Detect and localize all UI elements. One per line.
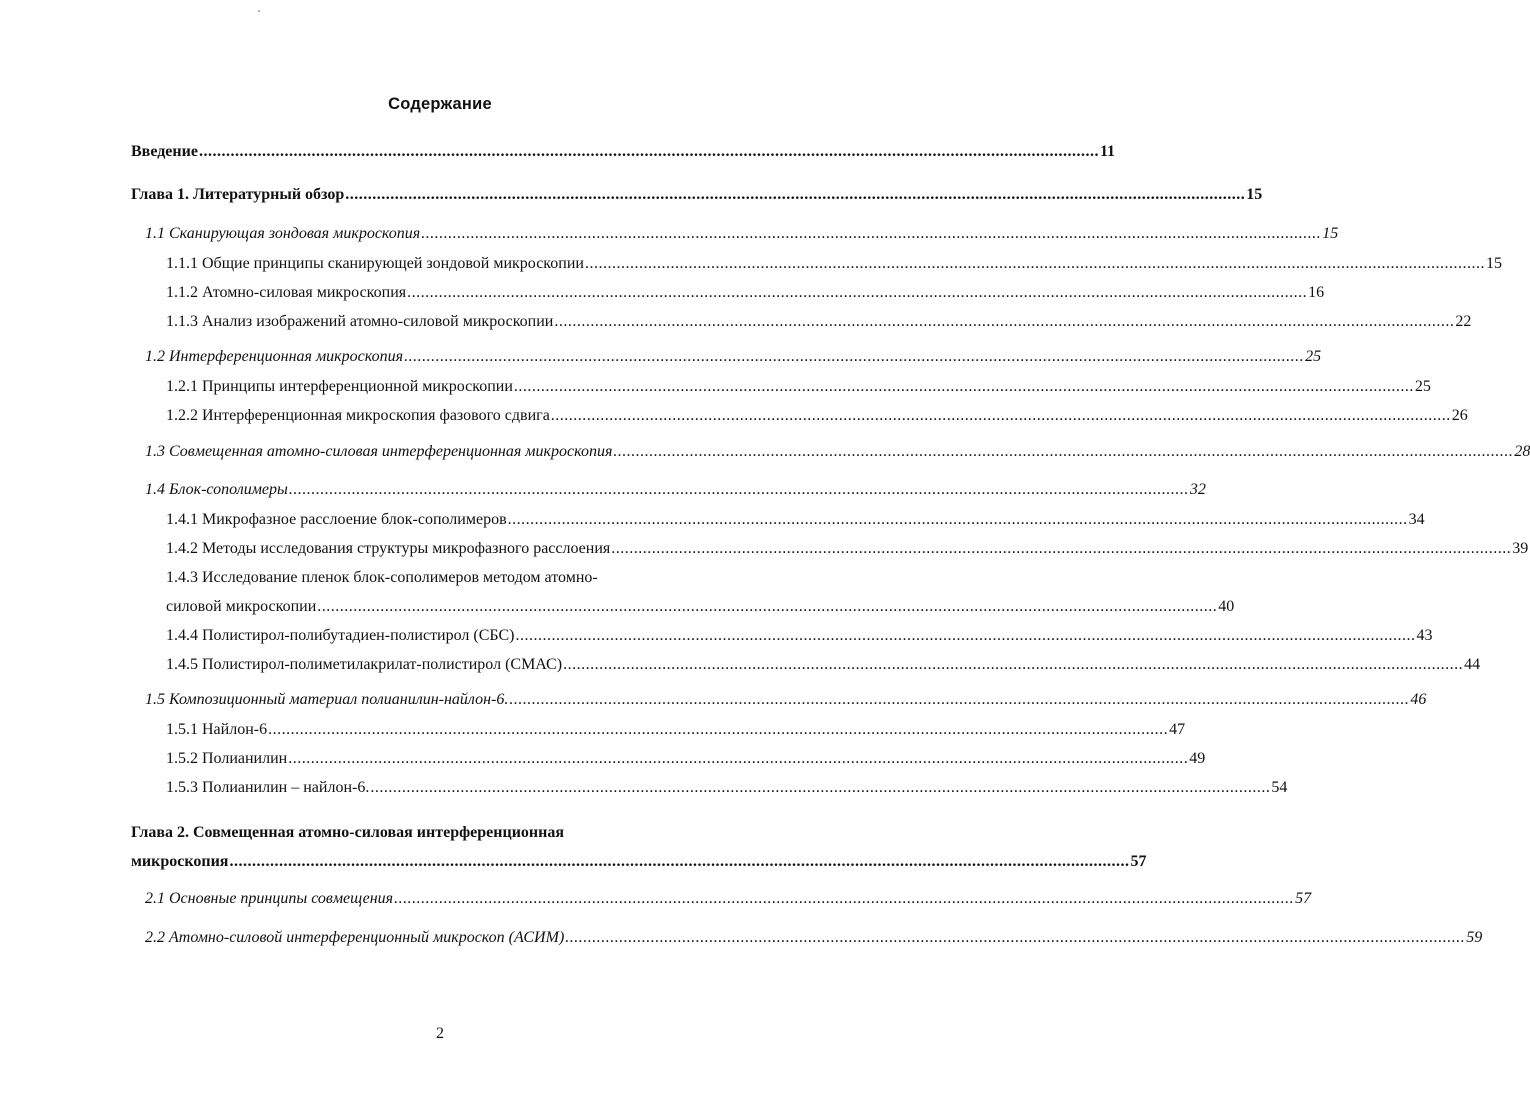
toc-entry-title: 1.1.3 Анализ изображений атомно-силовой микроскопии bbox=[166, 313, 554, 330]
toc-entry-title: 1.2 Интерференционная микроскопия bbox=[145, 348, 404, 365]
toc-entry-page: 57 bbox=[1295, 890, 1312, 907]
toc-entry-title: 1.5.3 Полианилин – найлон-6. bbox=[166, 779, 370, 796]
dot-leader: ........................................................................................................................................................................................................ bbox=[404, 348, 1305, 365]
dot-leader: ........................................................................................................................................................................................................ bbox=[229, 853, 1130, 870]
toc-entry-chapter-2[interactable] bbox=[131, 852, 1147, 872]
toc-entry-page: 15 bbox=[1246, 186, 1263, 203]
toc-entry-section-1-1[interactable] bbox=[145, 224, 1339, 244]
toc-entry-subsection-1-4-3[interactable] bbox=[166, 597, 1235, 617]
toc-entry-section-2-2[interactable] bbox=[145, 928, 1483, 948]
toc-entry-title: 1.1.2 Атомно-силовая микроскопия bbox=[166, 284, 407, 301]
toc-entry-page: 57 bbox=[1130, 853, 1147, 870]
toc-entry-title: 1.2.1 Принципы интерференционной микроскопии bbox=[166, 378, 513, 395]
toc-entry-page: 15 bbox=[1485, 255, 1502, 272]
dot-leader: ........................................................................................................................................................................................................ bbox=[507, 511, 1408, 528]
toc-entry-title: 1.4.4 Полистирол-полибутадиен-полистирол (СБС) bbox=[166, 627, 515, 644]
dot-leader: ........................................................................................................................................................................................................ bbox=[288, 750, 1189, 767]
toc-entry-title: 1.1 Сканирующая зондовая микроскопия bbox=[145, 225, 421, 242]
toc-entry-page: 49 bbox=[1189, 750, 1206, 767]
toc-entry-subsection-1-2-1[interactable] bbox=[166, 377, 1431, 397]
toc-entry-title: 2.2 Атомно-силовой интерференционный микроскоп (АСИМ) bbox=[145, 929, 565, 946]
toc-entry-title: 2.1 Основные принципы совмещения bbox=[145, 890, 394, 907]
toc-entry-subsection-1-4-1[interactable] bbox=[166, 510, 1425, 530]
toc-entry-title: микроскопия bbox=[131, 853, 229, 870]
toc-entry-title: 1.2.2 Интерференционная микроскопия фазового сдвига bbox=[166, 407, 550, 424]
toc-entry-subsection-1-5-2[interactable] bbox=[166, 749, 1206, 769]
toc-entry-title: 1.4.1 Микрофазное расслоение блок-сополимеров bbox=[166, 511, 507, 528]
toc-entry-section-1-4[interactable] bbox=[145, 480, 1206, 500]
toc-entry-section-1-3[interactable] bbox=[145, 442, 1530, 462]
toc-entry-page: 59 bbox=[1466, 929, 1483, 946]
toc-entry-subsection-1-4-5[interactable] bbox=[166, 655, 1481, 675]
toc-entry-page: 34 bbox=[1408, 511, 1425, 528]
toc-entry-subsection-1-4-4[interactable] bbox=[166, 626, 1433, 646]
toc-entry-title: Введение bbox=[131, 143, 198, 160]
toc-entry-title: 1.5.1 Найлон-6 bbox=[166, 721, 268, 738]
toc-entry-page: 28 bbox=[1514, 443, 1530, 460]
toc-entry-page: 22 bbox=[1455, 313, 1472, 330]
dot-leader: ........................................................................................................................................................................................................ bbox=[554, 313, 1455, 330]
dot-leader: ........................................................................................................................................................................................................ bbox=[288, 481, 1189, 498]
toc-entry-chapter-1[interactable] bbox=[131, 185, 1263, 205]
toc-entry-title: 1.4.5 Полистирол-полиметилакрилат-полистирол (СМАС) bbox=[166, 656, 563, 673]
page-number: 2 bbox=[436, 1025, 444, 1042]
dot-leader: ........................................................................................................................................................................................................ bbox=[565, 929, 1466, 946]
dot-leader: ........................................................................................................................................................................................................ bbox=[345, 186, 1246, 203]
toc-entry-title: 1.4 Блок-сополимеры bbox=[145, 481, 288, 498]
toc-entry-title: 1.4.2 Методы исследования структуры микрофазного расслоения bbox=[166, 540, 611, 557]
toc-entry-subsection-1-4-2[interactable] bbox=[166, 539, 1529, 559]
dot-leader: ........................................................................................................................................................................................................ bbox=[611, 540, 1512, 557]
toc-entry-page: 25 bbox=[1414, 378, 1431, 395]
dot-leader: ........................................................................................................................................................................................................ bbox=[407, 284, 1308, 301]
toc-entry-page: 16 bbox=[1308, 284, 1325, 301]
toc-entry-page: 15 bbox=[1322, 225, 1339, 242]
toc-entry-introduction[interactable] bbox=[131, 142, 1116, 162]
toc-entry-title: 1.5 Композиционный материал полианилин-найлон-6. bbox=[145, 691, 509, 708]
dot-leader: ........................................................................................................................................................................................................ bbox=[394, 890, 1295, 907]
dot-leader: ........................................................................................................................................................................................................ bbox=[317, 598, 1218, 615]
toc-entry-page: 54 bbox=[1271, 779, 1288, 796]
toc-entry-page: 25 bbox=[1305, 348, 1322, 365]
toc-entry-page: 46 bbox=[1410, 691, 1427, 708]
toc-entry-section-1-2[interactable] bbox=[145, 347, 1322, 367]
toc-entry-subsection-1-5-1[interactable] bbox=[166, 720, 1186, 740]
toc-entry-subsection-1-4-3-line1[interactable]: 1.4.3 Исследование пленок блок-сополимеров методом атомно- bbox=[166, 569, 598, 586]
toc-entry-page: 40 bbox=[1218, 598, 1235, 615]
dot-leader: ........................................................................................................................................................................................................ bbox=[509, 691, 1410, 708]
dot-leader: ........................................................................................................................................................................................................ bbox=[370, 779, 1271, 796]
toc-entry-title: 1.1.1 Общие принципы сканирующей зондовой микроскопии bbox=[166, 255, 584, 272]
dot-leader: ........................................................................................................................................................................................................ bbox=[421, 225, 1322, 242]
toc-entry-chapter-2-line1[interactable]: Глава 2. Совмещенная атомно-силовая интерференционная bbox=[131, 824, 565, 841]
dot-leader: ........................................................................................................................................................................................................ bbox=[198, 143, 1099, 160]
toc-entry-title: 1.5.2 Полианилин bbox=[166, 750, 288, 767]
toc-entry-title: силовой микроскопии bbox=[166, 598, 317, 615]
toc-entry-title: Глава 1. Литературный обзор bbox=[131, 186, 345, 203]
toc-entry-subsection-1-1-2[interactable] bbox=[166, 283, 1325, 303]
toc-entry-subsection-1-2-2[interactable] bbox=[166, 406, 1468, 426]
toc-entry-section-2-1[interactable] bbox=[145, 889, 1312, 909]
toc-entry-page: 39 bbox=[1512, 540, 1529, 557]
dot-leader: ........................................................................................................................................................................................................ bbox=[584, 255, 1485, 272]
toc-entry-page: 47 bbox=[1169, 721, 1186, 738]
dot-leader: ........................................................................................................................................................................................................ bbox=[268, 721, 1169, 738]
dot-leader: ........................................................................................................................................................................................................ bbox=[613, 443, 1514, 460]
toc-entry-subsection-1-1-1[interactable] bbox=[166, 254, 1502, 274]
toc-entry-page: 32 bbox=[1189, 481, 1206, 498]
toc-entry-page: 44 bbox=[1464, 656, 1481, 673]
dot-leader: ........................................................................................................................................................................................................ bbox=[513, 378, 1414, 395]
toc-entry-page: 11 bbox=[1099, 143, 1116, 160]
toc-entry-subsection-1-5-3[interactable] bbox=[166, 778, 1288, 798]
toc-entry-subsection-1-1-3[interactable] bbox=[166, 312, 1472, 332]
toc-entry-page: 26 bbox=[1451, 407, 1468, 424]
dot-leader: ........................................................................................................................................................................................................ bbox=[550, 407, 1451, 424]
toc-entry-title: 1.3 Совмещенная атомно-силовая интерференционная микроскопия bbox=[145, 443, 613, 460]
toc-entry-page: 43 bbox=[1416, 627, 1433, 644]
dot-leader: ........................................................................................................................................................................................................ bbox=[563, 656, 1464, 673]
dot-leader: ........................................................................................................................................................................................................ bbox=[515, 627, 1416, 644]
page-title: Содержание bbox=[388, 95, 492, 113]
toc-entry-section-1-5[interactable] bbox=[145, 690, 1427, 710]
